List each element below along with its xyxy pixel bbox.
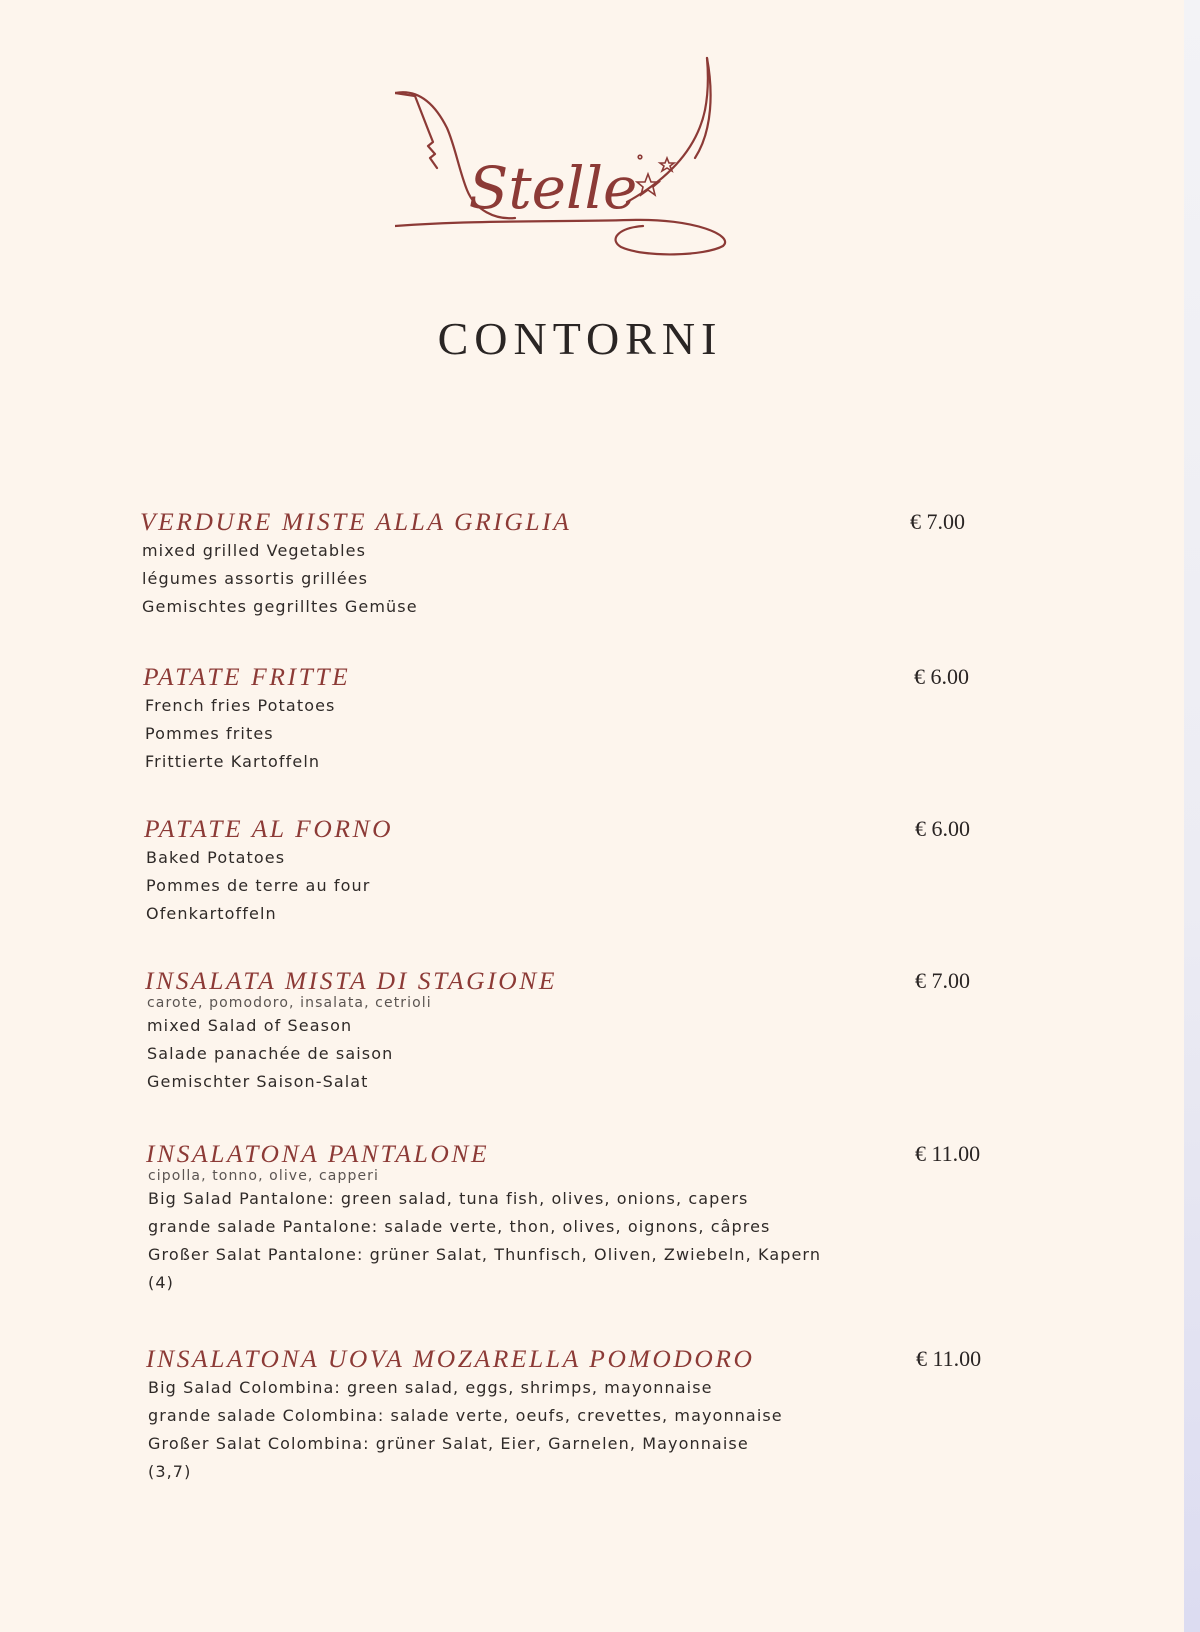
dish-name: INSALATONA PANTALONE: [146, 1139, 490, 1168]
allergen-codes: (4): [148, 1273, 174, 1292]
dish-ingredients: carote, pomodoro, insalata, cetrioli: [147, 995, 432, 1011]
page-title: CONTORNI: [437, 313, 723, 364]
description-line-en: Big Salad Pantalone: green salad, tuna fish, olives, onions, capers: [148, 1189, 749, 1208]
dish-description: [147, 1012, 393, 1096]
dish-price: € 6.00: [915, 816, 970, 841]
description-line-en: mixed grilled Vegetables: [142, 541, 367, 560]
dish-price: € 7.00: [915, 968, 970, 993]
description-line-fr: grande salade Colombina: salade verte, oeufs, crevettes, mayonnaise: [148, 1406, 783, 1425]
dish-price: € 11.00: [915, 1141, 981, 1166]
dish-name: INSALATA MISTA DI STAGIONE: [145, 966, 558, 995]
description-line-fr: Salade panachée de saison: [147, 1044, 394, 1063]
page-edge: [1184, 0, 1200, 1632]
description-line-fr: Pommes de terre au four: [146, 876, 371, 895]
description-line-de: Frittierte Kartoffeln: [145, 752, 321, 771]
description-line-fr: grande salade Pantalone: salade verte, thon, olives, oignons, câpres: [148, 1217, 771, 1236]
description-line-de: Großer Salat Colombina: grüner Salat, Eier, Garnelen, Mayonnaise: [148, 1434, 749, 1453]
description-line-de: Gemischtes gegrilltes Gemüse: [142, 597, 418, 616]
dish-price: € 7.00: [910, 509, 965, 534]
dish-price: € 6.00: [914, 664, 969, 689]
dish-name: PATATE AL FORNO: [144, 814, 394, 843]
dish-ingredients: cipolla, tonno, olive, capperi: [148, 1168, 380, 1184]
description-line-fr: légumes assortis grillées: [142, 569, 369, 588]
description-line-en: French fries Potatoes: [145, 696, 336, 715]
description-line-de: Ofenkartoffeln: [146, 904, 277, 923]
description-line-fr: Pommes frites: [145, 724, 274, 743]
description-line-en: mixed Salad of Season: [147, 1016, 353, 1035]
description-line-en: Big Salad Colombina: green salad, eggs, shrimps, mayonnaise: [148, 1378, 713, 1397]
dish-description: [148, 1374, 783, 1486]
dish-description: [146, 844, 370, 928]
dish-price: € 11.00: [916, 1346, 982, 1371]
description-line-en: Baked Potatoes: [146, 848, 286, 867]
allergen-codes: (3,7): [148, 1462, 192, 1481]
logo-text: Stelle: [468, 154, 638, 222]
dish-description: [145, 692, 335, 776]
description-line-de: Gemischter Saison-Salat: [147, 1072, 369, 1091]
description-line-de: Großer Salat Pantalone: grüner Salat, Thunfisch, Oliven, Zwiebeln, Kapern: [148, 1245, 822, 1264]
dish-description: [148, 1185, 821, 1297]
dish-name: VERDURE MISTE ALLA GRIGLIA: [140, 507, 572, 536]
dish-description: [142, 537, 418, 621]
dish-name: INSALATONA UOVA MOZARELLA POMODORO: [146, 1344, 755, 1373]
stelle-logo: [395, 50, 765, 280]
dish-name: PATATE FRITTE: [143, 662, 351, 691]
